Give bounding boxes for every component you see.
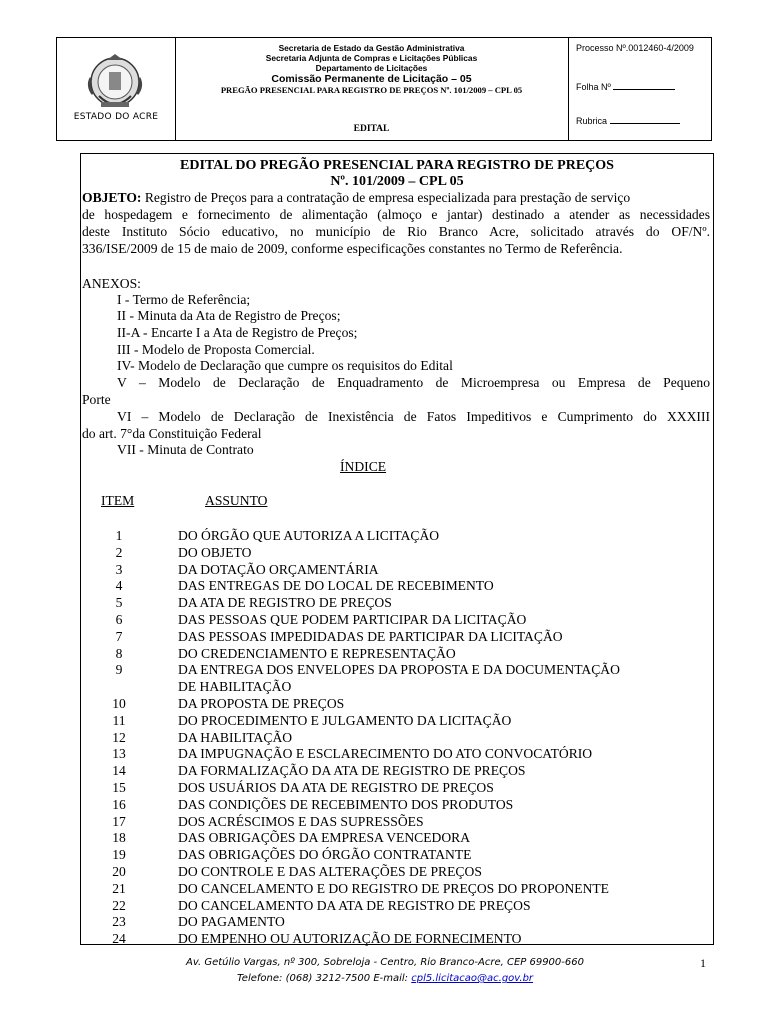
index-item-subject: DAS CONDIÇÕES DE RECEBIMENTO DOS PRODUTOS xyxy=(178,796,514,812)
assunto-column-header: ASSUNTO xyxy=(205,493,268,508)
anexo-item-continuation: Porte xyxy=(82,392,111,407)
index-item-subject: DAS ENTREGAS DE DO LOCAL DE RECEBIMENTO xyxy=(178,578,494,594)
anexo-item: I - Termo de Referência; xyxy=(117,292,251,307)
index-item-number: 2 xyxy=(115,544,123,560)
secretariat-line: Secretaria de Estado da Gestão Administrativa xyxy=(278,43,465,53)
index-item-number: 4 xyxy=(115,578,123,594)
objeto-text-1: Registro de Preços para a contratação de empresa especializada para prestação de serviço xyxy=(141,190,631,205)
index-item-subject: DO PROCEDIMENTO E JULGAMENTO DA LICITAÇÃO xyxy=(178,712,512,728)
index-item-number: 22 xyxy=(112,897,126,913)
index-item-subject: DOS USUÁRIOS DA ATA DE REGISTRO DE PREÇOS xyxy=(178,780,494,795)
anexo-item: V – Modelo de Declaração de Enquadramento de Microempresa ou Empresa de Pequeno xyxy=(117,375,710,390)
index-item-subject: DA DOTAÇÃO ORÇAMENTÁRIA xyxy=(178,561,379,577)
state-label: ESTADO DO ACRE xyxy=(73,112,159,122)
index-item-number: 23 xyxy=(112,914,126,930)
footer-address: Av. Getúlio Vargas, nº 300, Sobreloja - Centro, Rio Branco-Acre, CEP 69900-660 xyxy=(186,957,584,968)
header-process-cell xyxy=(568,38,711,140)
anexo-item: III - Modelo de Proposta Comercial. xyxy=(117,342,315,357)
rubrica-label: Rubrica xyxy=(576,116,608,126)
index-item-number: 11 xyxy=(112,712,126,728)
commission-line: Comissão Permanente de Licitação – 05 xyxy=(271,73,472,85)
objeto-line-3: deste Instituto Sócio educativo, no município de Rio Branco Acre, solicitado através do OF/Nº. xyxy=(82,224,710,239)
item-column-header: ITEM xyxy=(101,493,135,508)
objeto-line-2: de hospedagem e fornecimento de alimentação (almoço e jantar) destinado a atender as necessidades xyxy=(82,207,710,222)
index-item-subject: DA PROPOSTA DE PREÇOS xyxy=(178,696,345,711)
edital-label: EDITAL xyxy=(353,124,390,134)
index-item-number: 16 xyxy=(112,796,126,812)
index-item-number: 12 xyxy=(112,729,126,745)
index-item-subject: DAS PESSOAS QUE PODEM PARTICIPAR DA LICITAÇÃO xyxy=(178,612,527,627)
index-item-number: 19 xyxy=(112,847,126,863)
index-item-number: 1 xyxy=(115,528,123,543)
index-item-subject: DAS OBRIGAÇÕES DA EMPRESA VENCEDORA xyxy=(178,830,471,846)
index-item-subject: DO PAGAMENTO xyxy=(178,914,285,930)
page-footer xyxy=(0,955,770,987)
index-item-subject: DO CREDENCIAMENTO E REPRESENTAÇÃO xyxy=(178,645,456,661)
folha-field xyxy=(576,80,675,92)
index-item-subject: DO EMPENHO OU AUTORIZAÇÃO DE FORNECIMENTO xyxy=(178,931,522,947)
objeto-line-4: 336/ISE/2009 de 15 de maio de 2009, conforme especificações constantes no Termo de Referência. xyxy=(82,241,623,256)
anexo-item-continuation: do art. 7°da Constituição Federal xyxy=(82,426,262,441)
index-item-subject: DE HABILITAÇÃO xyxy=(178,679,292,695)
index-item-number: 17 xyxy=(112,813,126,829)
anexo-item: II-A - Encarte I a Ata de Registro de Preços; xyxy=(117,325,358,340)
index-item-number: 5 xyxy=(115,595,123,611)
index-item-subject: DO CANCELAMENTO DA ATA DE REGISTRO DE PREÇOS xyxy=(178,897,531,913)
index-item-number: 3 xyxy=(115,561,123,577)
index-item-subject: DAS OBRIGAÇÕES DO ÓRGÃO CONTRATANTE xyxy=(178,847,472,863)
objeto-label: OBJETO: xyxy=(82,190,142,205)
page-number: 1 xyxy=(700,956,706,970)
index-item-number: 7 xyxy=(115,628,123,644)
anexo-item: IV- Modelo de Declaração que cumpre os requisitos do Edital xyxy=(117,358,453,373)
index-item-subject: DAS PESSOAS IMPEDIDADAS DE PARTICIPAR DA LICITAÇÃO xyxy=(178,628,563,644)
department-line: Departamento de Licitações xyxy=(315,63,428,73)
index-item-number: 20 xyxy=(112,864,126,879)
index-item-subject: DA ATA DE REGISTRO DE PREÇOS xyxy=(178,595,392,611)
objeto-line-1 xyxy=(82,190,630,206)
indice-heading: ÍNDICE xyxy=(340,459,387,474)
index-item-subject: DA HABILITAÇÃO xyxy=(178,729,293,745)
index-item-subject: DO OBJETO xyxy=(178,544,252,560)
anexo-item: VI – Modelo de Declaração de Inexistência de Fatos Impeditivos e Cumprimento do XXXIII xyxy=(117,409,710,424)
document-header xyxy=(56,37,712,141)
index-item-subject: DA IMPUGNAÇÃO E ESCLARECIMENTO DO ATO CONVOCATÓRIO xyxy=(178,746,593,762)
folha-label: Folha Nº xyxy=(576,82,611,92)
rubrica-blank xyxy=(610,114,680,124)
header-logo-cell xyxy=(57,38,176,140)
footer-email-link[interactable]: cpl5.licitacao@ac.gov.br xyxy=(411,973,534,984)
index-item-number: 6 xyxy=(115,612,123,627)
process-number: Processo Nº.0012460-4/2009 xyxy=(576,43,694,53)
index-item-number: 15 xyxy=(112,780,126,795)
index-item-subject: DO CANCELAMENTO E DO REGISTRO DE PREÇOS DO PROPONENTE xyxy=(178,880,609,896)
footer-contact xyxy=(0,971,770,987)
anexo-item: II - Minuta da Ata de Registro de Preços; xyxy=(117,308,341,323)
index-item-subject: DA ENTREGA DOS ENVELOPES DA PROPOSTA E DA DOCUMENTAÇÃO xyxy=(178,662,620,678)
index-item-number: 13 xyxy=(112,746,126,762)
folha-blank xyxy=(613,80,675,90)
index-item-number: 9 xyxy=(115,662,123,678)
edital-number: Nº. 101/2009 – CPL 05 xyxy=(330,174,464,189)
adjunct-secretariat-line: Secretaria Adjunta de Compras e Licitações Públicas xyxy=(265,53,478,63)
index-item-subject: DOS ACRÉSCIMOS E DAS SUPRESSÕES xyxy=(178,813,424,829)
index-item-subject: DO CONTROLE E DAS ALTERAÇÕES DE PREÇOS xyxy=(178,864,482,879)
anexos-label: ANEXOS: xyxy=(82,276,141,291)
index-item-subject: DO ÓRGÃO QUE AUTORIZA A LICITAÇÃO xyxy=(178,528,440,543)
index-item-number: 18 xyxy=(112,830,126,846)
index-item-number: 8 xyxy=(115,645,123,661)
footer-phone: Telefone: (068) 3212-7500 E-mail: xyxy=(236,973,412,984)
rubrica-field xyxy=(576,114,680,126)
edital-title: EDITAL DO PREGÃO PRESENCIAL PARA REGISTRO DE PREÇOS xyxy=(180,158,614,173)
index-item-subject: DA FORMALIZAÇÃO DA ATA DE REGISTRO DE PREÇOS xyxy=(178,763,526,779)
index-item-number: 14 xyxy=(112,763,126,779)
index-item-number: 24 xyxy=(112,931,126,947)
index-item-number: 21 xyxy=(112,880,126,896)
acre-coat-of-arms-icon xyxy=(85,52,145,114)
anexo-item: VII - Minuta de Contrato xyxy=(117,442,254,457)
index-item-number: 10 xyxy=(112,696,126,711)
pregao-line: PREGÃO PRESENCIAL PARA REGISTRO DE PREÇOS Nº. 101/2009 – CPL 05 xyxy=(220,85,523,95)
header-title-cell xyxy=(175,38,569,140)
